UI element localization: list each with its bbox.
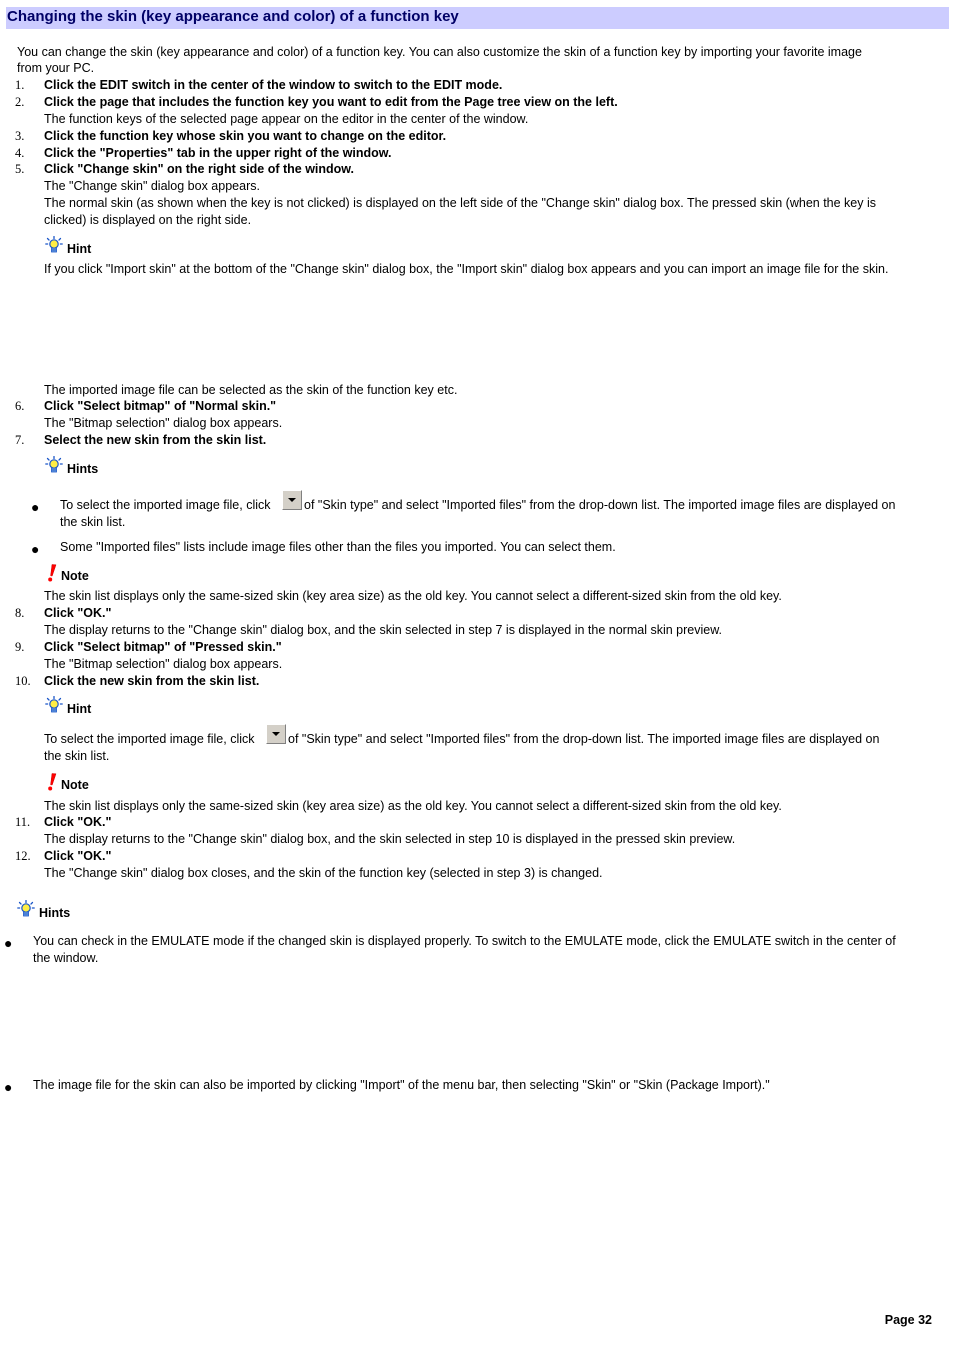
hint-bullet-text: The image file for the skin can also be imported by clicking "Import" of the menu bar, then selecting "Skin" or "Skin (Package Import)." [33, 1078, 770, 1092]
step-number: 7. [15, 433, 25, 447]
hints-label: Hints [67, 462, 99, 476]
step-text: Click "Change skin" on the right side of the window. [44, 162, 355, 176]
step-text: Click the page that includes the function key you want to edit from the Page tree view on the left. [44, 95, 618, 109]
lightbulb-icon [45, 456, 63, 474]
step-number: 5. [15, 162, 25, 176]
step-text: Select the new skin from the skin list. [44, 433, 267, 447]
step-text: Click "OK." [44, 849, 112, 863]
step-desc: clicked) is displayed on the right side. [44, 213, 252, 227]
intro-line-2: from your PC. [17, 61, 95, 75]
step-desc: The display returns to the "Change skin" dialog box, and the skin selected in step 7 is displayed in the normal skin preview. [44, 623, 723, 637]
bullet-icon: ● [4, 1079, 13, 1095]
hint-bullet-text: of "Skin type" and select "Imported files" from the drop-down list. The imported image files are displayed on [304, 498, 896, 512]
step-number: 12. [15, 849, 31, 863]
hint-text: The imported image file can be selected as the skin of the function key etc. [44, 383, 458, 397]
step-desc: The function keys of the selected page appear on the editor in the center of the window. [44, 112, 529, 126]
step-number: 1. [15, 78, 25, 92]
hint-text: the skin list. [44, 749, 110, 763]
hint-text: To select the imported image file, click [44, 732, 255, 746]
step-number: 4. [15, 146, 25, 160]
step-desc: The display returns to the "Change skin" dialog box, and the skin selected in step 10 is displayed in the pressed skin preview. [44, 832, 736, 846]
step-number: 11. [15, 815, 31, 829]
step-desc: The "Bitmap selection" dialog box appears. [44, 657, 283, 671]
hint-label: Hint [67, 702, 92, 716]
note-label: Note [61, 778, 89, 792]
note-text: The skin list displays only the same-sized skin (key area size) as the old key. You cannot select a different-sized skin from the old key. [44, 799, 782, 813]
step-desc: The "Change skin" dialog box appears. [44, 179, 260, 193]
hint-bullet-text: To select the imported image file, click [60, 498, 271, 512]
note-text: The skin list displays only the same-sized skin (key area size) as the old key. You cannot select a different-sized skin from the old key. [44, 589, 782, 603]
step-text: Click "OK." [44, 815, 112, 829]
lightbulb-icon [45, 236, 63, 254]
hints-label: Hints [39, 906, 71, 920]
step-desc: The normal skin (as shown when the key is not clicked) is displayed on the left side of the "Change skin" dialog box. The pressed skin (when the key is [44, 196, 876, 210]
bullet-icon: ● [4, 935, 13, 951]
exclamation-icon [45, 564, 59, 582]
lightbulb-icon [17, 900, 35, 918]
step-text: Click "Select bitmap" of "Normal skin." [44, 399, 277, 413]
bullet-icon: ● [31, 541, 40, 557]
hint-label: Hint [67, 242, 92, 256]
step-number: 2. [15, 95, 25, 109]
step-desc: The "Bitmap selection" dialog box appears. [44, 416, 283, 430]
step-desc: The "Change skin" dialog box closes, and the skin of the function key (selected in step 3) is changed. [44, 866, 603, 880]
step-text: Click the function key whose skin you want to change on the editor. [44, 129, 447, 143]
lightbulb-icon [45, 696, 63, 714]
hint-bullet-text: the window. [33, 951, 99, 965]
bullet-icon: ● [31, 499, 40, 515]
step-number: 9. [15, 640, 25, 654]
hint-bullet-text: You can check in the EMULATE mode if the changed skin is displayed properly. To switch to the EMULATE mode, click the EMULATE switch in the center of [33, 934, 896, 948]
step-text: Click the "Properties" tab in the upper right of the window. [44, 146, 392, 160]
step-text: Click "OK." [44, 606, 112, 620]
page-number: Page 32 [884, 1313, 932, 1327]
dropdown-arrow-icon [282, 490, 302, 510]
note-label: Note [61, 569, 89, 583]
step-text: Click "Select bitmap" of "Pressed skin." [44, 640, 282, 654]
page-title: Changing the skin (key appearance and color) of a function key [7, 8, 459, 25]
step-number: 10. [15, 674, 31, 688]
hint-bullet-text: the skin list. [60, 515, 126, 529]
hint-bullet-text: Some "Imported files" lists include image files other than the files you imported. You can select them. [60, 540, 616, 554]
exclamation-icon [45, 773, 59, 791]
hint-text: If you click "Import skin" at the bottom of the "Change skin" dialog box, the "Import skin" dialog box appears and you can import an image file for the skin. [44, 262, 889, 276]
intro-line-1: You can change the skin (key appearance and color) of a function key. You can also customize the skin of a function key by importing your favorite image [17, 45, 862, 59]
step-number: 6. [15, 399, 25, 413]
step-text: Click the new skin from the skin list. [44, 674, 260, 688]
step-number: 8. [15, 606, 25, 620]
step-text: Click the EDIT switch in the center of the window to switch to the EDIT mode. [44, 78, 503, 92]
hint-text: of "Skin type" and select "Imported files" from the drop-down list. The imported image files are displayed on [288, 732, 880, 746]
step-number: 3. [15, 129, 25, 143]
dropdown-arrow-icon [266, 724, 286, 744]
